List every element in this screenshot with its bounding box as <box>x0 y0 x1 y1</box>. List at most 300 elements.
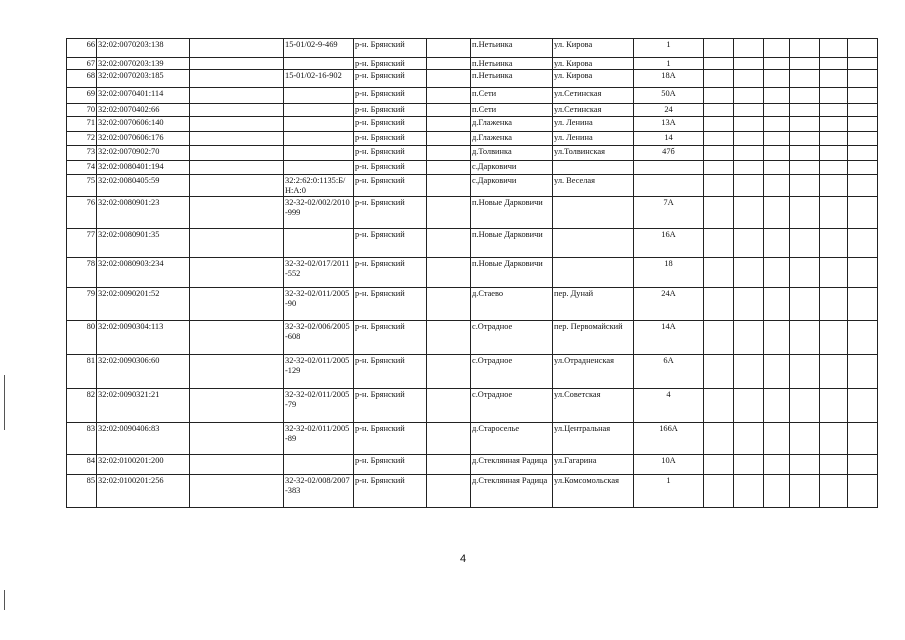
cell-settlement: п.Новые Дарковичи <box>471 258 553 288</box>
cell-empty <box>820 58 848 70</box>
cell-district: р-н. Брянский <box>354 423 427 455</box>
cell-street <box>553 161 634 175</box>
cell-empty <box>790 475 820 508</box>
cell-registration: 32-32-02/006/2005-608 <box>284 321 354 355</box>
cell-registration <box>284 132 354 146</box>
cell-street: ул. Кирова <box>553 70 634 88</box>
cell-district: р-н. Брянский <box>354 104 427 117</box>
cell-registration: 15-01/02-16-902 <box>284 70 354 88</box>
cell-empty <box>790 455 820 475</box>
cell-house: 14А <box>634 321 704 355</box>
cell-street: ул.Гагарина <box>553 455 634 475</box>
cell-empty <box>764 321 790 355</box>
cell-cadastral: 32:02:0080901:35 <box>97 229 190 258</box>
registry-table-body <box>67 39 878 508</box>
cell-n: 80 <box>67 321 97 355</box>
cell-n: 72 <box>67 132 97 146</box>
cell-district: р-н. Брянский <box>354 88 427 104</box>
cell-empty <box>764 70 790 88</box>
cell-district: р-н. Брянский <box>354 39 427 58</box>
cell-blank <box>427 197 471 229</box>
scan-margin-mark <box>4 590 5 610</box>
cell-empty <box>734 475 764 508</box>
cell-empty <box>820 70 848 88</box>
cell-n: 73 <box>67 146 97 161</box>
table-row <box>67 88 878 104</box>
cell-settlement: с.Дарковичи <box>471 175 553 197</box>
cell-empty <box>848 197 878 229</box>
cell-settlement: с.Отрадное <box>471 321 553 355</box>
cell-registration: 15-01/02-9-469 <box>284 39 354 58</box>
cell-empty <box>848 161 878 175</box>
cell-n: 79 <box>67 288 97 321</box>
cell-extra <box>190 258 284 288</box>
cell-settlement: п.Новые Дарковичи <box>471 197 553 229</box>
cell-n: 81 <box>67 355 97 389</box>
cell-empty <box>764 58 790 70</box>
cell-empty <box>704 423 734 455</box>
cell-empty <box>848 423 878 455</box>
cell-empty <box>704 161 734 175</box>
cell-cadastral: 32:02:0070606:140 <box>97 117 190 132</box>
cell-district: р-н. Брянский <box>354 288 427 321</box>
cell-empty <box>848 70 878 88</box>
cell-empty <box>734 288 764 321</box>
table-row <box>67 104 878 117</box>
cell-house: 50А <box>634 88 704 104</box>
cell-district: р-н. Брянский <box>354 161 427 175</box>
cell-street: ул. Ленина <box>553 132 634 146</box>
cell-n: 69 <box>67 88 97 104</box>
cell-empty <box>790 58 820 70</box>
cell-house: 24 <box>634 104 704 117</box>
cell-empty <box>820 288 848 321</box>
cell-empty <box>734 423 764 455</box>
cell-empty <box>848 258 878 288</box>
cell-empty <box>734 197 764 229</box>
cell-empty <box>764 161 790 175</box>
cell-n: 76 <box>67 197 97 229</box>
cell-n: 82 <box>67 389 97 423</box>
cell-empty <box>848 229 878 258</box>
cell-empty <box>764 117 790 132</box>
cell-settlement: д.Глаженка <box>471 117 553 132</box>
cell-empty <box>734 389 764 423</box>
cell-empty <box>790 70 820 88</box>
cell-extra <box>190 423 284 455</box>
cell-extra <box>190 146 284 161</box>
cell-cadastral: 32:02:0080405:59 <box>97 175 190 197</box>
cell-n: 75 <box>67 175 97 197</box>
cell-n: 66 <box>67 39 97 58</box>
cell-extra <box>190 321 284 355</box>
cell-house: 24А <box>634 288 704 321</box>
cell-extra <box>190 70 284 88</box>
cell-street: пер. Первомайский <box>553 321 634 355</box>
cell-empty <box>820 146 848 161</box>
cell-empty <box>704 288 734 321</box>
cell-empty <box>764 39 790 58</box>
table-row <box>67 288 878 321</box>
cell-registration <box>284 58 354 70</box>
cell-n: 84 <box>67 455 97 475</box>
cell-empty <box>704 258 734 288</box>
cell-house: 14 <box>634 132 704 146</box>
cell-street: ул.Советская <box>553 389 634 423</box>
cell-empty <box>764 455 790 475</box>
cell-district: р-н. Брянский <box>354 475 427 508</box>
cell-street: ул. Кирова <box>553 39 634 58</box>
cell-empty <box>764 355 790 389</box>
cell-district: р-н. Брянский <box>354 229 427 258</box>
cell-empty <box>704 88 734 104</box>
cell-n: 70 <box>67 104 97 117</box>
cell-n: 85 <box>67 475 97 508</box>
cell-extra <box>190 117 284 132</box>
cell-cadastral: 32:02:0090304:113 <box>97 321 190 355</box>
cell-settlement: с.Дарковичи <box>471 161 553 175</box>
cell-empty <box>704 455 734 475</box>
cell-district: р-н. Брянский <box>354 197 427 229</box>
cell-empty <box>764 88 790 104</box>
cell-extra <box>190 475 284 508</box>
cell-registration <box>284 146 354 161</box>
cell-blank <box>427 39 471 58</box>
cell-n: 83 <box>67 423 97 455</box>
cell-street: ул. Ленина <box>553 117 634 132</box>
table-row <box>67 321 878 355</box>
cell-empty <box>820 475 848 508</box>
cell-empty <box>848 288 878 321</box>
cell-cadastral: 32:02:0090306:60 <box>97 355 190 389</box>
cell-registration: 32-32-02/011/2005-129 <box>284 355 354 389</box>
cell-blank <box>427 455 471 475</box>
registry-table <box>66 38 878 508</box>
cell-empty <box>734 321 764 355</box>
cell-empty <box>764 389 790 423</box>
cell-house: 16А <box>634 229 704 258</box>
cell-empty <box>704 70 734 88</box>
cell-blank <box>427 258 471 288</box>
cell-cadastral: 32:02:0100201:256 <box>97 475 190 508</box>
cell-settlement: п.Сети <box>471 88 553 104</box>
cell-blank <box>427 161 471 175</box>
cell-empty <box>704 389 734 423</box>
table-row <box>67 39 878 58</box>
cell-house <box>634 161 704 175</box>
cell-settlement: д.Толвинка <box>471 146 553 161</box>
cell-blank <box>427 355 471 389</box>
cell-house: 166А <box>634 423 704 455</box>
table-row <box>67 258 878 288</box>
table-row <box>67 423 878 455</box>
cell-empty <box>704 58 734 70</box>
cell-registration <box>284 161 354 175</box>
cell-empty <box>820 355 848 389</box>
cell-extra <box>190 132 284 146</box>
cell-settlement: д.Стаево <box>471 288 553 321</box>
cell-registration <box>284 455 354 475</box>
cell-blank <box>427 104 471 117</box>
cell-district: р-н. Брянский <box>354 58 427 70</box>
cell-extra <box>190 88 284 104</box>
cell-district: р-н. Брянский <box>354 455 427 475</box>
cell-cadastral: 32:02:0070402:66 <box>97 104 190 117</box>
cell-empty <box>820 161 848 175</box>
table-row <box>67 146 878 161</box>
cell-house: 1 <box>634 58 704 70</box>
table-row <box>67 117 878 132</box>
cell-empty <box>764 146 790 161</box>
cell-empty <box>704 132 734 146</box>
cell-empty <box>790 288 820 321</box>
cell-extra <box>190 39 284 58</box>
cell-n: 77 <box>67 229 97 258</box>
cell-empty <box>790 355 820 389</box>
cell-settlement: с.Отрадное <box>471 355 553 389</box>
cell-cadastral: 32:02:0090201:52 <box>97 288 190 321</box>
cell-blank <box>427 58 471 70</box>
cell-extra <box>190 288 284 321</box>
cell-registration: 32-32-02/011/2005-90 <box>284 288 354 321</box>
cell-empty <box>704 475 734 508</box>
cell-empty <box>820 104 848 117</box>
cell-house <box>634 175 704 197</box>
cell-settlement: д.Глаженка <box>471 132 553 146</box>
cell-cadastral: 32:02:0080903:234 <box>97 258 190 288</box>
cell-empty <box>704 229 734 258</box>
cell-street <box>553 197 634 229</box>
cell-empty <box>820 117 848 132</box>
cell-blank <box>427 132 471 146</box>
cell-cadastral: 32:02:0100201:200 <box>97 455 190 475</box>
cell-empty <box>820 423 848 455</box>
cell-n: 78 <box>67 258 97 288</box>
cell-empty <box>704 39 734 58</box>
cell-house: 18 <box>634 258 704 288</box>
cell-settlement: д.Стеклянная Радица <box>471 455 553 475</box>
cell-blank <box>427 146 471 161</box>
cell-empty <box>790 39 820 58</box>
cell-empty <box>790 423 820 455</box>
cell-empty <box>704 321 734 355</box>
cell-house: 18А <box>634 70 704 88</box>
cell-empty <box>848 58 878 70</box>
cell-registration <box>284 104 354 117</box>
cell-settlement: п.Новые Дарковичи <box>471 229 553 258</box>
cell-blank <box>427 423 471 455</box>
cell-empty <box>734 258 764 288</box>
cell-cadastral: 32:02:0090321:21 <box>97 389 190 423</box>
table-row <box>67 132 878 146</box>
table-row <box>67 455 878 475</box>
cell-empty <box>820 258 848 288</box>
cell-house: 10А <box>634 455 704 475</box>
cell-empty <box>704 117 734 132</box>
cell-blank <box>427 389 471 423</box>
cell-street <box>553 229 634 258</box>
cell-registration: 32-32-02/008/2007-383 <box>284 475 354 508</box>
cell-extra <box>190 104 284 117</box>
cell-house: 6А <box>634 355 704 389</box>
cell-district: р-н. Брянский <box>354 70 427 88</box>
cell-house: 47б <box>634 146 704 161</box>
cell-street: ул. Веселая <box>553 175 634 197</box>
cell-empty <box>734 229 764 258</box>
cell-settlement: п.Сети <box>471 104 553 117</box>
cell-empty <box>734 39 764 58</box>
table-row <box>67 475 878 508</box>
cell-extra <box>190 175 284 197</box>
cell-empty <box>848 475 878 508</box>
cell-cadastral: 32:02:0090406:83 <box>97 423 190 455</box>
cell-empty <box>848 88 878 104</box>
cell-extra <box>190 197 284 229</box>
cell-empty <box>848 321 878 355</box>
cell-empty <box>820 175 848 197</box>
cell-empty <box>764 258 790 288</box>
cell-empty <box>704 175 734 197</box>
cell-cadastral: 32:02:0070203:138 <box>97 39 190 58</box>
cell-empty <box>764 288 790 321</box>
cell-registration: 32-32-02/011/2005-89 <box>284 423 354 455</box>
cell-extra <box>190 161 284 175</box>
cell-blank <box>427 175 471 197</box>
cell-empty <box>790 175 820 197</box>
cell-empty <box>848 132 878 146</box>
cell-empty <box>790 321 820 355</box>
cell-empty <box>790 258 820 288</box>
cell-registration <box>284 117 354 132</box>
cell-extra <box>190 455 284 475</box>
cell-extra <box>190 355 284 389</box>
cell-empty <box>820 39 848 58</box>
cell-house: 1 <box>634 475 704 508</box>
cell-empty <box>820 229 848 258</box>
cell-street: пер. Дунай <box>553 288 634 321</box>
cell-cadastral: 32:02:0080401:194 <box>97 161 190 175</box>
cell-n: 67 <box>67 58 97 70</box>
table-row <box>67 355 878 389</box>
cell-empty <box>790 229 820 258</box>
cell-street: ул.Комсомольская <box>553 475 634 508</box>
scan-margin-mark <box>4 375 5 430</box>
table-row <box>67 389 878 423</box>
cell-empty <box>790 389 820 423</box>
cell-registration: 32-32-02/002/2010-999 <box>284 197 354 229</box>
cell-empty <box>820 197 848 229</box>
cell-empty <box>764 175 790 197</box>
cell-empty <box>704 197 734 229</box>
cell-empty <box>790 132 820 146</box>
cell-district: р-н. Брянский <box>354 321 427 355</box>
table-row <box>67 175 878 197</box>
cell-district: р-н. Брянский <box>354 132 427 146</box>
cell-empty <box>820 88 848 104</box>
cell-empty <box>734 455 764 475</box>
cell-empty <box>764 104 790 117</box>
cell-registration: 32-32-02/017/2011-552 <box>284 258 354 288</box>
cell-empty <box>820 455 848 475</box>
cell-empty <box>790 146 820 161</box>
cell-empty <box>820 321 848 355</box>
cell-registration: 32:2:62:0:1135:Б/Н:А:0 <box>284 175 354 197</box>
cell-empty <box>848 455 878 475</box>
cell-street: ул.Центральная <box>553 423 634 455</box>
cell-street: ул.Отрадненская <box>553 355 634 389</box>
cell-empty <box>734 161 764 175</box>
cell-empty <box>848 389 878 423</box>
cell-registration: 32-32-02/011/2005-79 <box>284 389 354 423</box>
cell-blank <box>427 475 471 508</box>
cell-empty <box>734 175 764 197</box>
cell-empty <box>764 475 790 508</box>
cell-n: 74 <box>67 161 97 175</box>
cell-empty <box>848 117 878 132</box>
cell-empty <box>764 197 790 229</box>
cell-empty <box>790 161 820 175</box>
cell-blank <box>427 117 471 132</box>
cell-empty <box>704 104 734 117</box>
cell-blank <box>427 70 471 88</box>
cell-empty <box>848 355 878 389</box>
cell-street: ул.Сетинская <box>553 104 634 117</box>
cell-empty <box>764 423 790 455</box>
cell-blank <box>427 88 471 104</box>
cell-empty <box>790 197 820 229</box>
cell-street <box>553 258 634 288</box>
cell-empty <box>704 146 734 161</box>
cell-district: р-н. Брянский <box>354 175 427 197</box>
cell-empty <box>790 117 820 132</box>
cell-settlement: д.Стеклянная Радица <box>471 475 553 508</box>
cell-house: 1 <box>634 39 704 58</box>
cell-district: р-н. Брянский <box>354 355 427 389</box>
cell-empty <box>734 117 764 132</box>
cell-blank <box>427 321 471 355</box>
cell-district: р-н. Брянский <box>354 258 427 288</box>
cell-empty <box>848 104 878 117</box>
cell-extra <box>190 58 284 70</box>
cell-settlement: п.Нетьинка <box>471 58 553 70</box>
cell-settlement: п.Нетьинка <box>471 39 553 58</box>
table-row <box>67 70 878 88</box>
cell-n: 71 <box>67 117 97 132</box>
cell-cadastral: 32:02:0070902:70 <box>97 146 190 161</box>
table-row <box>67 58 878 70</box>
cell-empty <box>704 355 734 389</box>
cell-empty <box>848 146 878 161</box>
cell-blank <box>427 229 471 258</box>
cell-empty <box>734 146 764 161</box>
cell-blank <box>427 288 471 321</box>
cell-extra <box>190 229 284 258</box>
table-row <box>67 161 878 175</box>
cell-empty <box>848 39 878 58</box>
cell-street: ул. Кирова <box>553 58 634 70</box>
cell-registration <box>284 88 354 104</box>
cell-settlement: п.Нетьинка <box>471 70 553 88</box>
cell-empty <box>734 88 764 104</box>
page-number: 4 <box>459 553 467 565</box>
cell-street: ул.Толвинская <box>553 146 634 161</box>
cell-empty <box>820 132 848 146</box>
cell-district: р-н. Брянский <box>354 146 427 161</box>
cell-district: р-н. Брянский <box>354 389 427 423</box>
cell-n: 68 <box>67 70 97 88</box>
cell-empty <box>790 104 820 117</box>
table-row <box>67 229 878 258</box>
